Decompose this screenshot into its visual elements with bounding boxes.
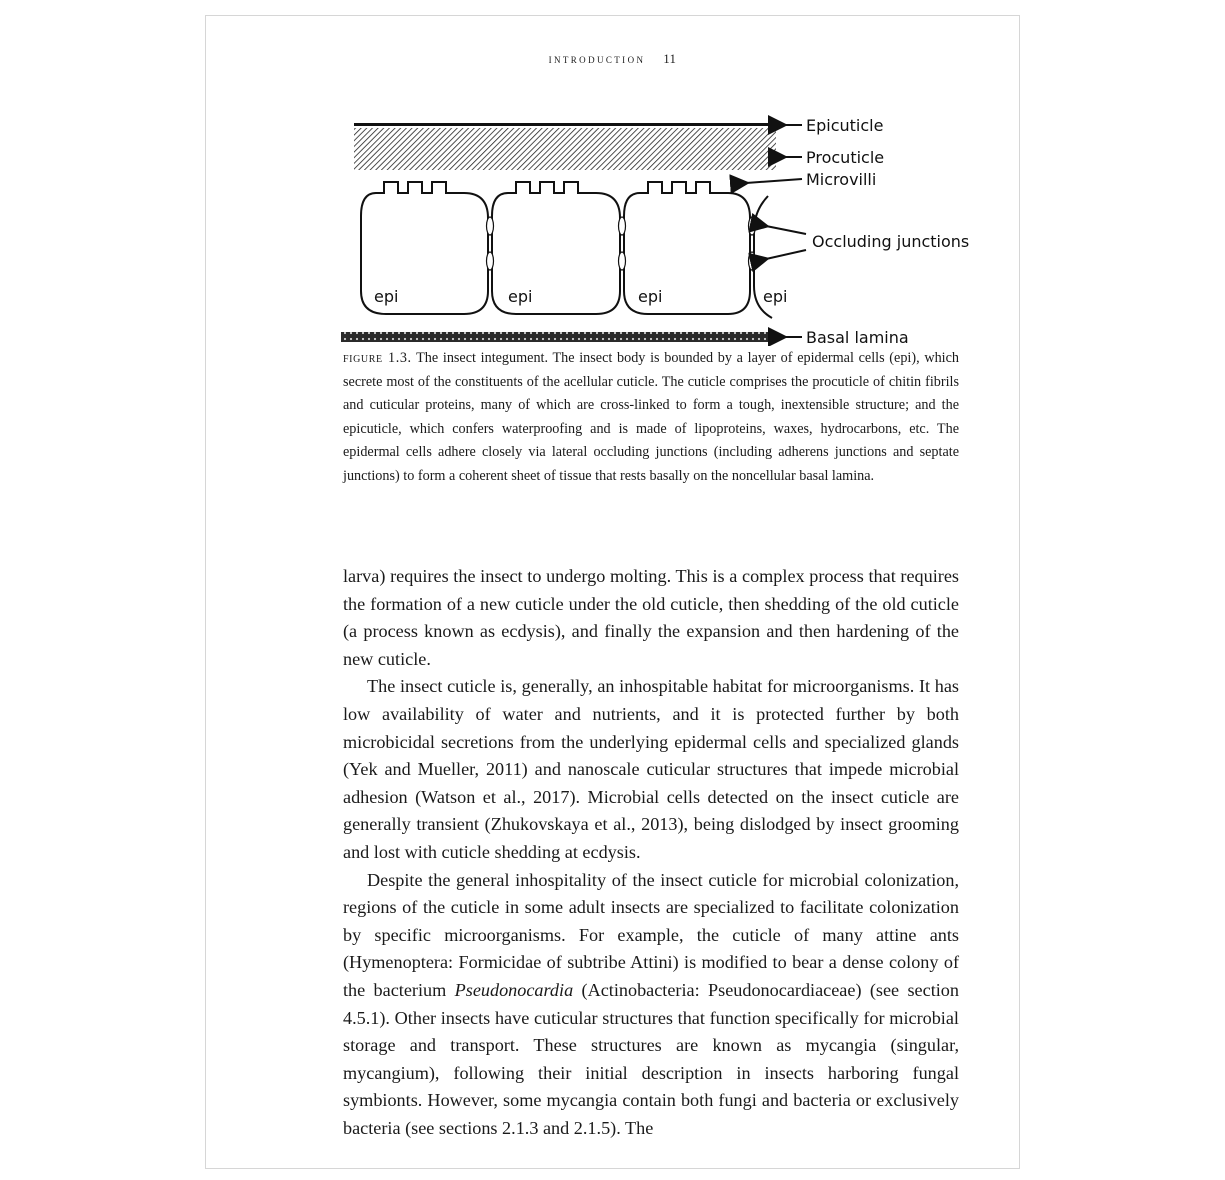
label-microvilli: Microvilli bbox=[806, 170, 877, 189]
figure-caption bbox=[343, 347, 959, 489]
epidermal-cells bbox=[361, 182, 772, 318]
figure-integument bbox=[336, 96, 976, 346]
epi-label-1: epi bbox=[374, 287, 399, 306]
epi-label-3: epi bbox=[638, 287, 663, 306]
paragraph-3-part-b: (Actinobacteria: Pseudonocardiaceae) (see section 4.5.1). Other insects have cuticular structures that function specifically for microbial storage and transport. These structures are known as mycangia (singular, mycangium), following their initial description in insects harboring fungal symbionts. However, some mycangia contain both fungi and bacteria or exclusively bacteria (see sections 2.1.3 and 2.1.5). The bbox=[343, 979, 959, 1138]
body-text bbox=[343, 563, 959, 1142]
running-head-title: introduction bbox=[548, 52, 646, 66]
epi-label-4: epi bbox=[763, 287, 788, 306]
figure-caption-label: figure 1.3. bbox=[343, 350, 412, 366]
paragraph-1: larva) requires the insect to undergo molting. This is a complex process that requires the formation of a new cuticle under the old cuticle, then shedding of the old cuticle (a process known as ecdysis), and finally the expansion and then hardening of the new cuticle. bbox=[343, 566, 959, 669]
label-epicuticle: Epicuticle bbox=[806, 116, 884, 135]
paragraph-2: The insect cuticle is, generally, an inhospitable habitat for microorganisms. It has low availability of water and nutrients, and it is protected further by both microbicidal secretions from the underlying epidermal cells and specialized glands (Yek and Mueller, 2011) and nanoscale cuticular structures that impede microbial adhesion (Watson et al., 2017). Microbial cells detected on the insect cuticle are generally transient (Zhukovskaya et al., 2013), being dislodged by insect grooming and lost with cuticle shedding at ecdysis. bbox=[343, 676, 959, 862]
integument-diagram bbox=[336, 96, 976, 346]
epi-label-2: epi bbox=[508, 287, 533, 306]
basal-lamina-layer bbox=[341, 332, 776, 342]
page-number: 11 bbox=[663, 52, 677, 66]
paragraph-3 bbox=[343, 867, 959, 1143]
paragraph-3-part-a: Despite the general inhospitality of the insect cuticle for microbial colonization, regions of the cuticle in some adult insects are specialized to facilitate colonization by specific microorganisms. For example, the cuticle of many attine ants (Hymenoptera: Formicidae of subtribe Attini) is modified to bear a dense colony of the bacterium bbox=[343, 869, 959, 1000]
label-basal-lamina: Basal lamina bbox=[806, 328, 909, 346]
label-occluding-junctions: Occluding junctions bbox=[812, 232, 970, 251]
genus-name: Pseudonocardia bbox=[454, 979, 574, 1000]
label-procuticle: Procuticle bbox=[806, 148, 885, 167]
book-page bbox=[205, 15, 1020, 1169]
procuticle-layer bbox=[354, 128, 776, 170]
running-head bbox=[206, 52, 1019, 67]
epicuticle-layer bbox=[354, 123, 776, 126]
figure-caption-text: The insect integument. The insect body is bounded by a layer of epidermal cells (epi), which secrete most of the constituents of the acellular cuticle. The cuticle comprises the procuticle of chitin fibrils and cuticular proteins, many of which are cross-linked to form a tough, inextensible structure; and the epicuticle, which confers waterproofing and is made of lipoproteins, waxes, hydrocarbons, etc. The epidermal cells adhere closely via lateral occluding junctions (including adherens junctions and septate junctions) to form a coherent sheet of tissue that rests basally on the noncellular basal lamina. bbox=[343, 350, 959, 484]
